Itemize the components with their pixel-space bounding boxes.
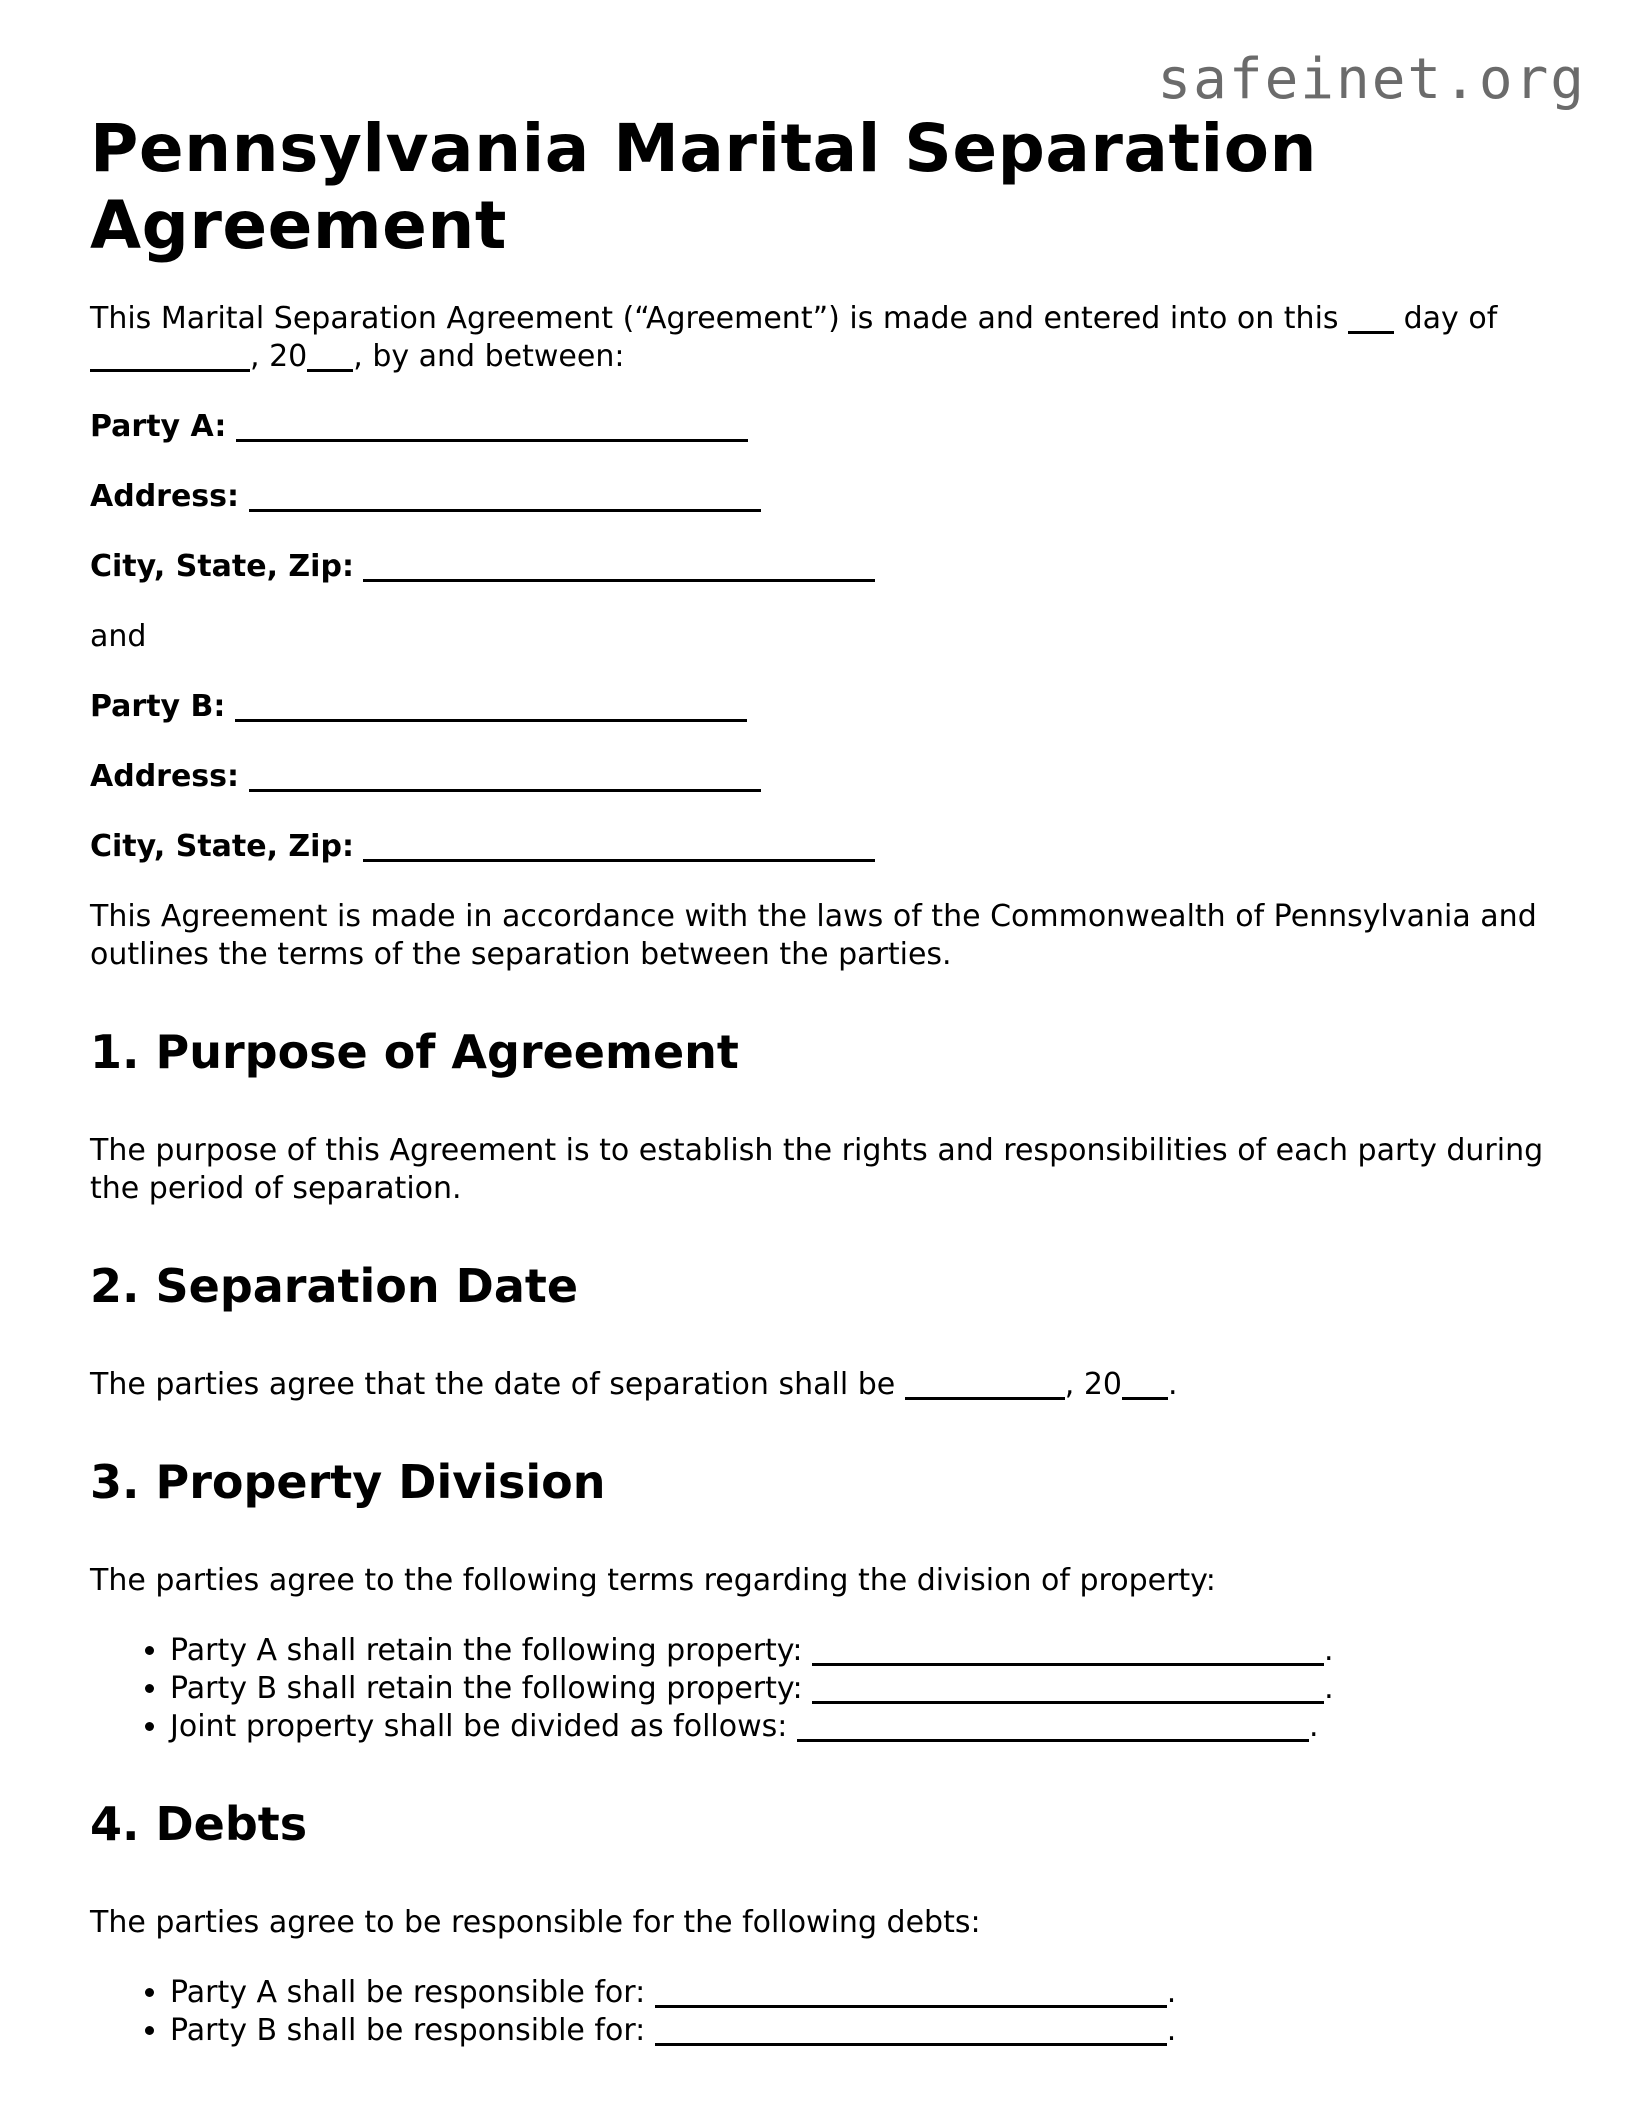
party-b-address-field — [90, 758, 1570, 796]
party-b-address-blank[interactable] — [249, 761, 761, 792]
list-item-period: . — [1166, 2013, 1177, 2048]
list-item-period: . — [1324, 1633, 1334, 1668]
party-a-address-blank[interactable] — [249, 481, 761, 512]
section-heading-purpose: 1. Purpose of Agreement — [90, 1025, 739, 1079]
section-heading-separation-date: 2. Separation Date — [90, 1259, 579, 1313]
list-item — [170, 2012, 1570, 2050]
list-item — [170, 1632, 1570, 1670]
list-item-text: Party A shall retain the following property: — [170, 1633, 803, 1668]
by-and-between-text: , by and between: — [353, 339, 625, 374]
party-a-property-blank[interactable] — [812, 1635, 1324, 1666]
list-item-text: Party B shall retain the following property: — [170, 1671, 803, 1706]
party-b-name-blank[interactable] — [235, 691, 747, 722]
and-text: and — [90, 619, 147, 654]
watermark: safeinet.org — [1157, 47, 1586, 112]
party-b-debts-blank[interactable] — [655, 2015, 1167, 2046]
party-b-property-blank[interactable] — [812, 1673, 1324, 1704]
party-a-debts-blank[interactable] — [655, 1977, 1167, 2008]
separation-period: . — [1168, 1367, 1178, 1402]
party-a-address-field — [90, 478, 1570, 516]
separation-year-prefix: , 20 — [1064, 1367, 1122, 1402]
month-blank[interactable] — [90, 341, 250, 372]
section-body-purpose: The purpose of this Agreement is to establish the rights and responsibilities of each party during the period of separation. — [90, 1133, 1544, 1206]
party-b-city-label: City, State, Zip: — [90, 829, 354, 864]
year-blank[interactable] — [307, 341, 353, 372]
year-prefix-text: , 20 — [250, 339, 308, 374]
party-b-city-blank[interactable] — [363, 831, 875, 862]
day-blank[interactable] — [1348, 303, 1394, 334]
party-a-city-blank[interactable] — [363, 551, 875, 582]
party-b-address-label: Address: — [90, 759, 240, 794]
party-b-name-field — [90, 688, 1570, 726]
list-item — [170, 1670, 1570, 1708]
list-item-text: Joint property shall be divided as follows: — [170, 1709, 788, 1744]
list-item-text: Party B shall be responsible for: — [170, 2013, 646, 2048]
party-b-name-label: Party B: — [90, 689, 226, 724]
section-body-property-division: The parties agree to the following terms regarding the division of property: — [90, 1563, 1216, 1598]
document-title: Pennsylvania Marital Separation Agreement — [90, 110, 1317, 264]
party-a-city-field — [90, 548, 1570, 586]
party-a-address-label: Address: — [90, 479, 240, 514]
separation-date-text: The parties agree that the date of separation shall be — [90, 1367, 896, 1402]
separation-month-blank[interactable] — [905, 1369, 1065, 1400]
document-page — [90, 110, 1570, 2082]
section-body-debts: The parties agree to be responsible for the following debts: — [90, 1905, 981, 1940]
section-body-separation-date — [90, 1366, 1570, 1404]
party-a-name-label: Party A: — [90, 409, 227, 444]
list-item-period: . — [1308, 1709, 1319, 1744]
list-item-text: Party A shall be responsible for: — [170, 1975, 646, 2010]
separation-year-blank[interactable] — [1122, 1369, 1168, 1400]
section-heading-debts: 4. Debts — [90, 1797, 308, 1851]
accordance-paragraph: This Agreement is made in accordance with the laws of the Commonwealth of Pennsylvania and outlines the terms of the separation between the parties. — [90, 899, 1537, 972]
list-item-period: . — [1166, 1975, 1177, 2010]
party-a-name-blank[interactable] — [236, 411, 748, 442]
property-list — [90, 1632, 1570, 1746]
section-heading-property-division: 3. Property Division — [90, 1455, 606, 1509]
day-of-text: day of — [1403, 301, 1498, 336]
list-item — [170, 1708, 1570, 1746]
list-item-period: . — [1324, 1671, 1334, 1706]
list-item — [170, 1974, 1570, 2012]
party-b-city-field — [90, 828, 1570, 866]
party-a-city-label: City, State, Zip: — [90, 549, 354, 584]
debts-list — [90, 1974, 1570, 2050]
joint-property-blank[interactable] — [797, 1711, 1309, 1742]
party-a-name-field — [90, 408, 1570, 446]
intro-text: This Marital Separation Agreement (“Agreement”) is made and entered into on this — [90, 301, 1339, 336]
intro-paragraph — [90, 300, 1570, 376]
